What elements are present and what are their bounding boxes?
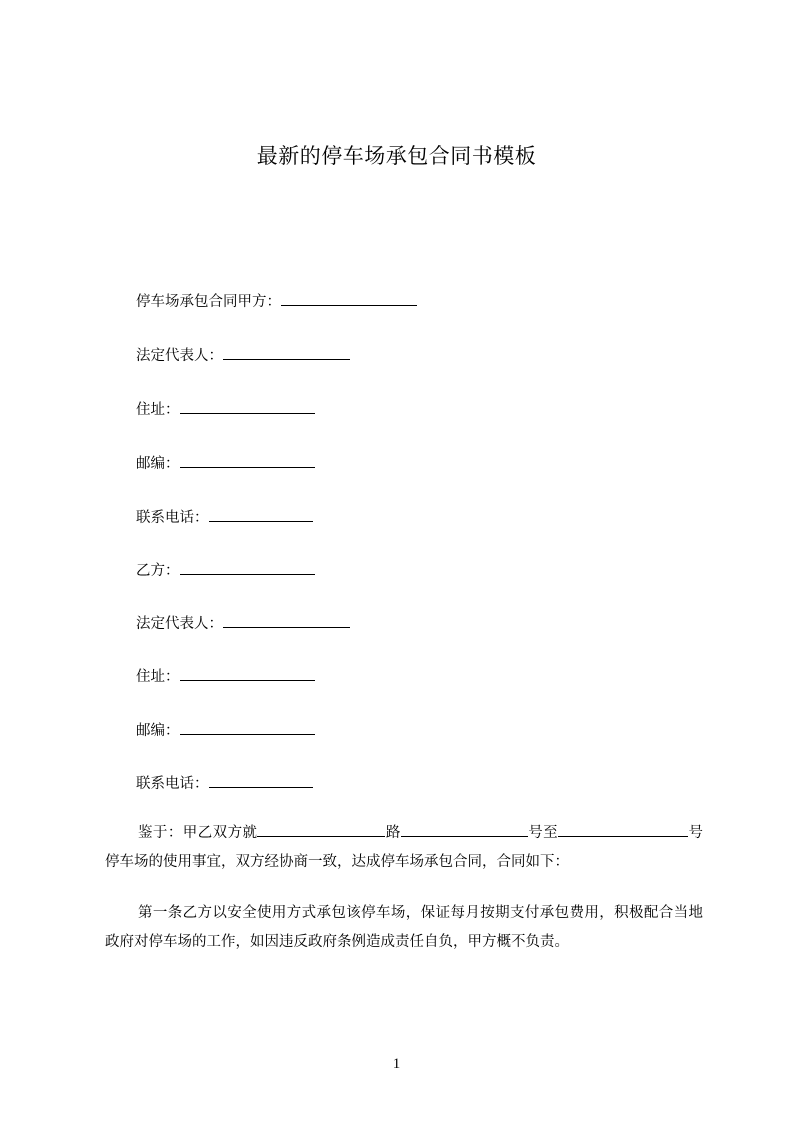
number-to-blank[interactable] <box>558 823 688 837</box>
party-a-blank[interactable] <box>281 291 417 306</box>
whereas-paragraph <box>105 819 703 877</box>
road-name-blank[interactable] <box>257 823 385 837</box>
party-a-legal-rep-label: 法定代表人： <box>136 348 223 364</box>
party-a-address-label: 住址： <box>136 402 180 418</box>
party-b-label: 乙方： <box>136 563 180 579</box>
party-b-postcode-blank[interactable] <box>180 720 315 735</box>
party-a-phone-blank[interactable] <box>209 507 313 522</box>
party-a-label: 停车场承包合同甲方： <box>136 294 281 310</box>
party-a-legal-rep-field <box>136 344 350 365</box>
party-b-blank[interactable] <box>180 560 315 575</box>
article-1-paragraph: 第一条乙方以安全使用方式承包该停车场，保证每月按期支付承包费用，积极配合当地政府对停车场的工作，如因违反政府条例造成责任自负，甲方概不负责。 <box>105 905 703 950</box>
party-b-address-field <box>136 665 315 686</box>
party-a-address-field <box>136 398 315 419</box>
party-b-phone-label: 联系电话： <box>136 776 209 792</box>
number-from-blank[interactable] <box>401 823 528 837</box>
party-b-phone-blank[interactable] <box>209 773 313 788</box>
party-b-postcode-field <box>136 719 315 740</box>
document-title: 最新的停车场承包合同书模板 <box>256 144 537 168</box>
party-b-legal-rep-field <box>136 612 350 633</box>
whereas-part-1: 鉴于：甲乙双方就 <box>138 825 258 841</box>
party-b-address-label: 住址： <box>136 669 180 685</box>
party-b-phone-field <box>136 772 313 793</box>
party-b-address-blank[interactable] <box>180 666 315 681</box>
whereas-part-2: 路 <box>385 825 401 841</box>
party-a-address-blank[interactable] <box>180 399 315 414</box>
party-a-phone-field <box>136 506 313 527</box>
party-b-postcode-label: 邮编： <box>136 723 180 739</box>
party-b-legal-rep-label: 法定代表人： <box>136 616 223 632</box>
party-a-postcode-label: 邮编： <box>136 456 180 472</box>
whereas-part-4: 号停车场的使用事宜，双方经协商一致，达成停车场承包合同，合同如下： <box>105 825 704 870</box>
page-number: 1 <box>392 1056 401 1072</box>
party-a-postcode-blank[interactable] <box>180 453 315 468</box>
party-b-legal-rep-blank[interactable] <box>223 613 350 628</box>
party-a-phone-label: 联系电话： <box>136 510 209 526</box>
whereas-part-3: 号至 <box>527 825 559 841</box>
party-a-legal-rep-blank[interactable] <box>223 345 350 360</box>
party-b-field <box>136 559 315 580</box>
party-a-postcode-field <box>136 452 315 473</box>
party-a-field <box>136 290 417 311</box>
